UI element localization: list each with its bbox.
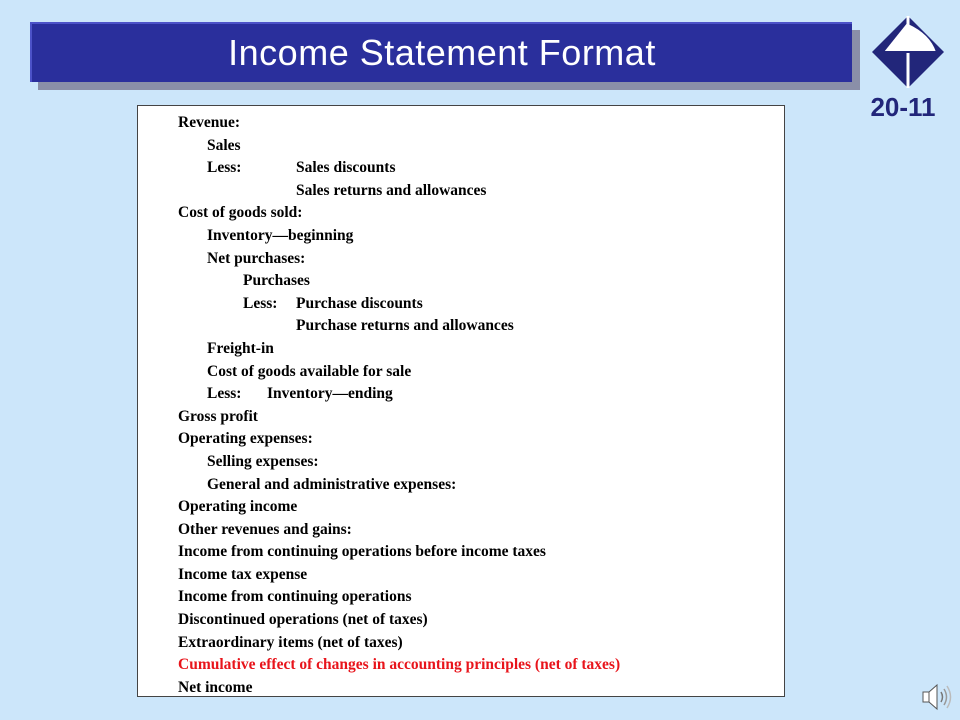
income-statement-box (137, 105, 785, 697)
line-inventory-ending (178, 383, 774, 406)
line-extraordinary: Extraordinary items (net of taxes) (178, 633, 403, 651)
line-cost-available: Cost of goods available for sale (207, 362, 412, 380)
line-freight-in: Freight-in (207, 339, 274, 357)
slide-number: 20-11 (870, 92, 936, 122)
inventory-ending-label: Inventory—ending (267, 385, 393, 403)
line-net-purchases: Net purchases: (207, 249, 306, 267)
line-other-revenues: Other revenues and gains: (178, 520, 352, 538)
purchase-returns-label: Purchase returns and allowances (296, 317, 514, 335)
line-income-tax-expense: Income tax expense (178, 565, 308, 583)
line-income-before-taxes: Income from continuing operations before income taxes (178, 543, 546, 561)
line-sales: Sales (207, 136, 241, 154)
line-cogs-heading: Cost of goods sold: (178, 204, 303, 222)
line-purchase-discounts (178, 293, 774, 316)
line-selling-expenses: Selling expenses: (207, 452, 319, 470)
sales-returns-label: Sales returns and allowances (296, 181, 487, 199)
sail-diamond-logo-icon (870, 14, 946, 90)
less-label: Less: (207, 159, 242, 177)
sales-discounts-label: Sales discounts (296, 159, 396, 177)
line-sales-returns (178, 180, 774, 203)
line-general-admin: General and administrative expenses: (207, 475, 457, 493)
line-purchases: Purchases (243, 272, 310, 290)
less-label: Less: (207, 385, 242, 403)
slide-title: Income Statement Format (228, 32, 656, 73)
line-gross-profit: Gross profit (178, 407, 258, 425)
line-discontinued: Discontinued operations (net of taxes) (178, 611, 428, 629)
title-bar (30, 22, 852, 82)
line-sales-discounts (178, 157, 774, 180)
line-net-income: Net income (178, 678, 253, 696)
line-purchase-returns (178, 315, 774, 338)
line-revenue-heading: Revenue: (178, 114, 240, 131)
income-statement-lines (178, 112, 774, 699)
line-cumulative-effect: Cumulative effect of changes in accounting principles (net of taxes) (178, 656, 621, 674)
speaker-icon[interactable] (920, 680, 954, 714)
line-operating-income: Operating income (178, 498, 298, 516)
less-label: Less: (243, 294, 278, 312)
line-income-continuing: Income from continuing operations (178, 588, 412, 606)
line-operating-expenses: Operating expenses: (178, 430, 313, 448)
line-inventory-beginning: Inventory—beginning (207, 226, 354, 244)
purchase-discounts-label: Purchase discounts (296, 294, 423, 312)
